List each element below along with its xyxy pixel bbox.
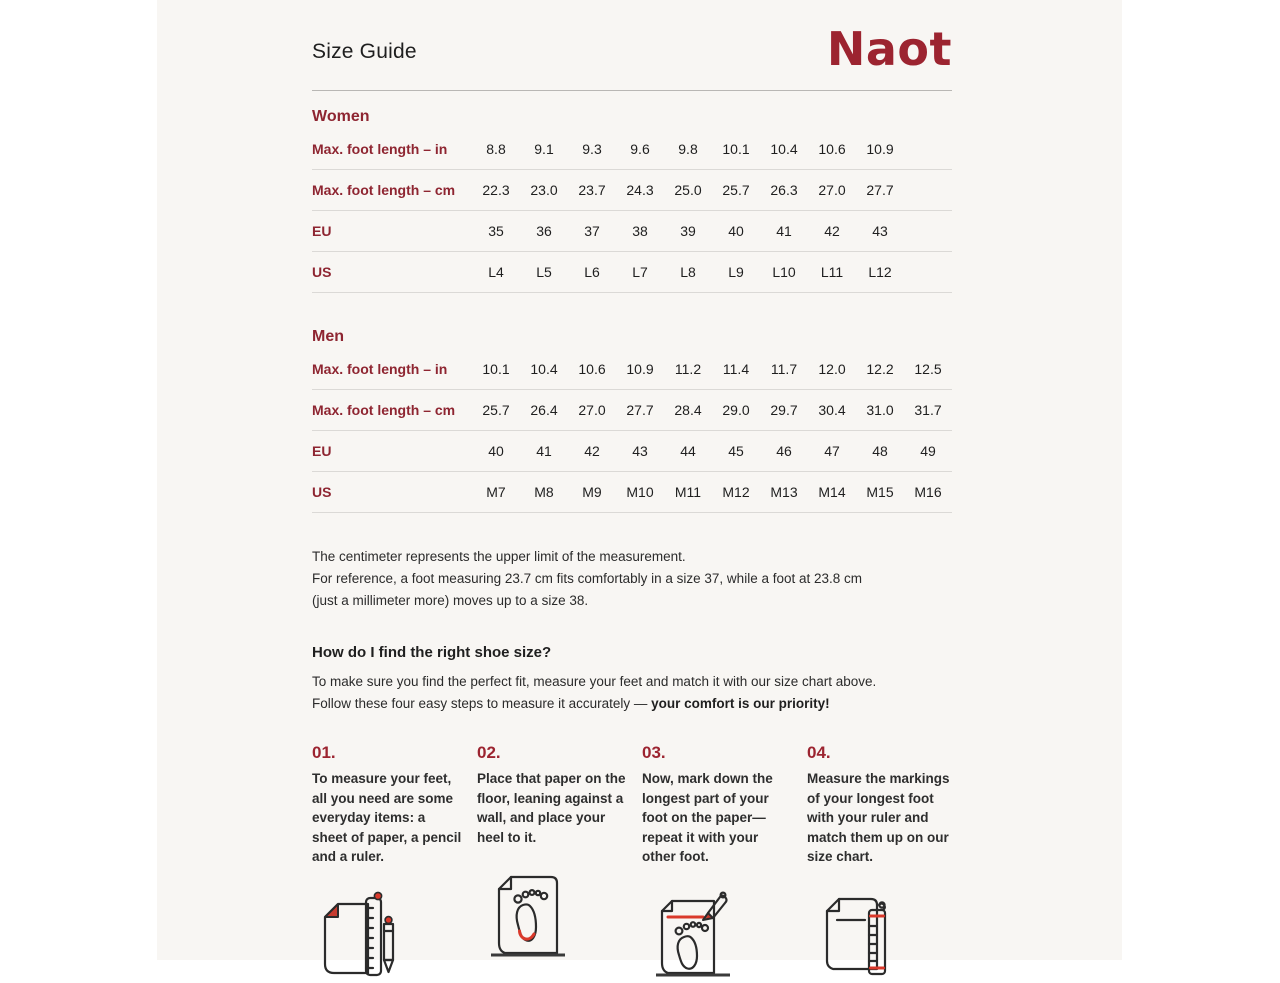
header-divider bbox=[312, 90, 952, 91]
step-text: Place that paper on the floor, leaning against a wall, and place your heel to it. bbox=[477, 771, 626, 845]
size-value: 49 bbox=[920, 443, 936, 459]
row-label: EU bbox=[312, 223, 332, 239]
size-guide-card bbox=[157, 0, 1122, 960]
size-value: 12.0 bbox=[818, 361, 846, 377]
size-value: 12.5 bbox=[914, 361, 942, 377]
size-value: 12.2 bbox=[866, 361, 894, 377]
size-value: 28.4 bbox=[674, 402, 702, 418]
note-line: For reference, a foot measuring 23.7 cm fits comfortably in a size 37, while a foot at 23.8 cm bbox=[312, 571, 863, 586]
size-value: L11 bbox=[820, 264, 844, 280]
men-section bbox=[312, 328, 952, 513]
size-value: M9 bbox=[582, 484, 602, 500]
size-value: 25.0 bbox=[674, 182, 702, 198]
row-label: EU bbox=[312, 443, 332, 459]
size-value: 23.0 bbox=[530, 182, 558, 198]
size-value: 10.1 bbox=[722, 141, 750, 157]
size-value: 25.7 bbox=[482, 402, 510, 418]
table-row bbox=[312, 129, 952, 170]
size-value: 11.4 bbox=[722, 361, 750, 377]
size-value: 48 bbox=[872, 443, 888, 459]
size-value: M10 bbox=[626, 484, 654, 500]
size-value: L7 bbox=[632, 264, 648, 280]
table-row bbox=[312, 349, 952, 390]
size-value: 10.4 bbox=[770, 141, 798, 157]
size-value: 43 bbox=[872, 223, 888, 239]
paper-heel-footprint-icon bbox=[477, 869, 577, 963]
size-value: 38 bbox=[632, 223, 648, 239]
size-value: 10.6 bbox=[578, 361, 606, 377]
row-label: US bbox=[312, 264, 332, 280]
size-value: 10.1 bbox=[482, 361, 510, 377]
size-value: 47 bbox=[824, 443, 840, 459]
step-text: Now, mark down the longest part of your foot on the paper—repeat it with your other foot. bbox=[642, 771, 773, 864]
row-label: Max. foot length – cm bbox=[312, 402, 456, 418]
naot-logo: Naot bbox=[826, 22, 952, 76]
size-value: 40 bbox=[728, 223, 744, 239]
step-item-2 bbox=[477, 743, 642, 983]
size-value: M12 bbox=[722, 484, 750, 500]
measurement-note bbox=[312, 546, 952, 612]
size-value: L5 bbox=[536, 264, 552, 280]
size-value: 35 bbox=[488, 223, 504, 239]
row-label: Max. foot length – in bbox=[312, 141, 448, 157]
table-row bbox=[312, 431, 952, 472]
size-value: 10.9 bbox=[626, 361, 654, 377]
size-value: 46 bbox=[776, 443, 792, 459]
note-line: The centimeter represents the upper limit of the measurement. bbox=[312, 549, 686, 564]
size-value: 10.4 bbox=[530, 361, 558, 377]
size-value: 24.3 bbox=[626, 182, 654, 198]
row-label: US bbox=[312, 484, 332, 500]
page-title: Size Guide bbox=[312, 40, 417, 63]
size-value: L10 bbox=[772, 264, 796, 280]
men-size-table bbox=[312, 349, 952, 513]
step-number: 04. bbox=[807, 743, 831, 762]
step-text: To measure your feet, all you need are some everyday items: a sheet of paper, a pencil and a ruler. bbox=[312, 771, 462, 864]
note-line: (just a millimeter more) moves up to a size 38. bbox=[312, 593, 589, 608]
size-value: 27.0 bbox=[578, 402, 606, 418]
size-value: 40 bbox=[488, 443, 504, 459]
step-item-3 bbox=[642, 743, 807, 983]
size-value: M8 bbox=[534, 484, 554, 500]
size-value: M15 bbox=[866, 484, 894, 500]
size-value: 36 bbox=[536, 223, 552, 239]
size-value: 8.8 bbox=[486, 141, 506, 157]
step-item-4 bbox=[807, 743, 972, 983]
men-section-title: Men bbox=[312, 328, 344, 345]
header bbox=[312, 22, 952, 76]
size-value: 27.7 bbox=[866, 182, 894, 198]
paper-pencil-ruler-icon bbox=[312, 889, 412, 983]
size-value: 25.7 bbox=[722, 182, 750, 198]
size-value: 41 bbox=[776, 223, 792, 239]
size-value: M16 bbox=[914, 484, 942, 500]
size-value: 9.3 bbox=[582, 141, 602, 157]
how-to-intro-text: To make sure you find the perfect fit, measure your feet and match it with our size chart above. Follow these four easy steps to measure it accurately — bbox=[312, 674, 877, 711]
how-to-heading: How do I find the right shoe size? bbox=[312, 644, 552, 661]
size-value: L4 bbox=[488, 264, 504, 280]
size-value: 9.1 bbox=[534, 141, 554, 157]
table-row bbox=[312, 211, 952, 252]
ruler-measure-paper-icon bbox=[807, 889, 907, 983]
size-value: 11.7 bbox=[770, 361, 798, 377]
size-value: 29.0 bbox=[722, 402, 750, 418]
size-value: L12 bbox=[868, 264, 892, 280]
size-value: 10.6 bbox=[818, 141, 846, 157]
step-text: Measure the markings of your longest foot with your ruler and match them up on our size chart. bbox=[807, 771, 950, 864]
size-value: M13 bbox=[770, 484, 798, 500]
size-value: 42 bbox=[584, 443, 600, 459]
size-value: 26.4 bbox=[530, 402, 558, 418]
step-number: 03. bbox=[642, 743, 666, 762]
women-section bbox=[312, 108, 952, 293]
step-number: 02. bbox=[477, 743, 501, 762]
size-value: M11 bbox=[674, 484, 702, 500]
size-value: L8 bbox=[680, 264, 696, 280]
size-value: 30.4 bbox=[818, 402, 846, 418]
women-section-title: Women bbox=[312, 108, 370, 125]
step-number: 01. bbox=[312, 743, 336, 762]
size-value: 37 bbox=[584, 223, 600, 239]
size-value: 43 bbox=[632, 443, 648, 459]
table-row bbox=[312, 252, 952, 293]
how-to-intro-emphasis: your comfort is our priority! bbox=[651, 696, 830, 711]
size-value: 31.0 bbox=[866, 402, 894, 418]
size-value: M7 bbox=[486, 484, 506, 500]
how-to-intro bbox=[312, 671, 887, 715]
row-label: Max. foot length – cm bbox=[312, 182, 456, 198]
size-value: 26.3 bbox=[770, 182, 798, 198]
table-row bbox=[312, 390, 952, 431]
foot-marking-pencil-icon bbox=[642, 889, 742, 983]
size-value: 39 bbox=[680, 223, 696, 239]
table-row bbox=[312, 472, 952, 513]
size-value: 29.7 bbox=[770, 402, 798, 418]
size-value: 22.3 bbox=[482, 182, 510, 198]
size-value: 27.0 bbox=[818, 182, 846, 198]
size-value: L6 bbox=[584, 264, 600, 280]
size-value: 11.2 bbox=[674, 361, 702, 377]
size-value: 9.8 bbox=[678, 141, 698, 157]
size-value: 45 bbox=[728, 443, 744, 459]
size-value: 41 bbox=[536, 443, 552, 459]
size-value: 31.7 bbox=[914, 402, 942, 418]
size-value: 10.9 bbox=[866, 141, 894, 157]
size-value: 23.7 bbox=[578, 182, 606, 198]
step-item-1 bbox=[312, 743, 477, 983]
table-row bbox=[312, 170, 952, 211]
size-value: 42 bbox=[824, 223, 840, 239]
size-value: M14 bbox=[818, 484, 846, 500]
size-value: 44 bbox=[680, 443, 696, 459]
size-value: 9.6 bbox=[630, 141, 650, 157]
women-size-table bbox=[312, 129, 952, 293]
page-content bbox=[312, 0, 952, 983]
row-label: Max. foot length – in bbox=[312, 361, 448, 377]
size-value: 27.7 bbox=[626, 402, 654, 418]
steps-grid bbox=[312, 743, 952, 983]
size-value: L9 bbox=[728, 264, 744, 280]
